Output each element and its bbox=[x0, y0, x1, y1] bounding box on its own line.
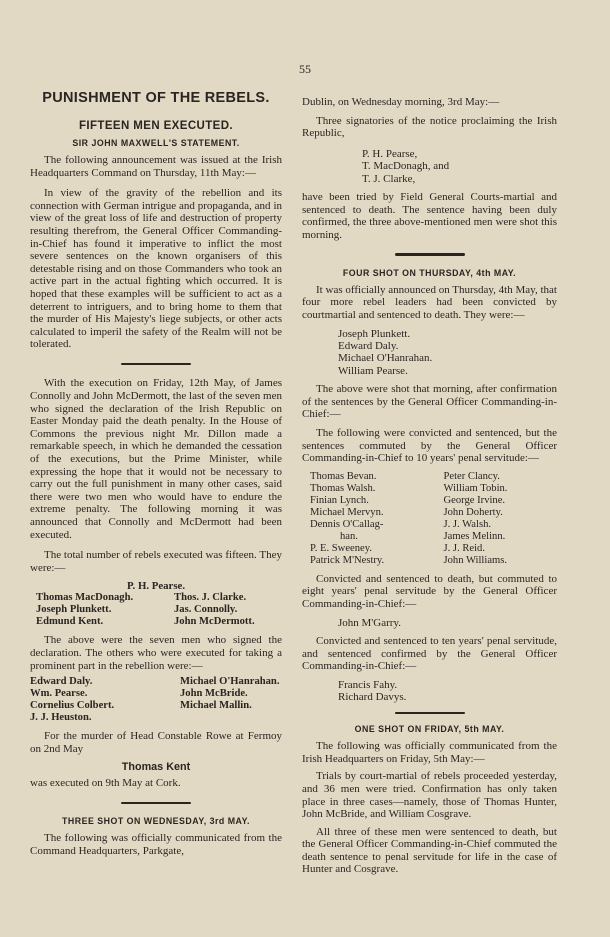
paragraph: All three of these men were sentenced to death, but the General Officer Commanding-in-Chief commuted the death sentence to penal servitude for life in the case of Hunter and Cosgrave. bbox=[302, 825, 557, 876]
signatories-list bbox=[30, 592, 282, 628]
list-item: Michael Mervyn. bbox=[310, 506, 384, 518]
paragraph: Dublin, on Wednesday morning, 3rd May:— bbox=[302, 96, 500, 108]
paragraph: The total number of rebels executed was fifteen. They were:— bbox=[30, 549, 282, 574]
list-item: Michael O'Hanrahan. bbox=[338, 352, 433, 365]
list-item: Joseph Plunkett. bbox=[36, 604, 112, 616]
list-item: Patrick M'Nestry. bbox=[310, 554, 385, 566]
list-item: Francis Fahy. bbox=[338, 678, 398, 691]
section-divider bbox=[395, 712, 465, 715]
list-item: William Tobin. bbox=[443, 482, 508, 494]
paragraph: Trials by court-martial of rebels proceeded yesterday, and 36 men were tried. Confirmation has only taken place in three cases—namely, those of Thomas Hunter, John McBride, and William Cosgrave. bbox=[302, 770, 557, 821]
list-item: J. J. Walsh. bbox=[443, 518, 492, 530]
list-item: Michael O'Hanrahan. bbox=[180, 676, 280, 688]
list-item: T. J. Clarke, bbox=[362, 172, 416, 185]
list-item: John Williams. bbox=[443, 554, 508, 566]
list-item: William Pearse. bbox=[338, 364, 408, 377]
list-item: P. E. Sweeney. bbox=[310, 542, 372, 554]
section-divider bbox=[395, 253, 465, 256]
right-column bbox=[302, 96, 557, 876]
paragraph: The following announcement was issued at the Irish Headquarters Command on Thursday, 11th May:— bbox=[30, 154, 282, 179]
list-item: Finian Lynch. bbox=[310, 494, 369, 506]
list-item: Jas. Connolly. bbox=[174, 604, 238, 616]
names-list bbox=[302, 617, 557, 629]
list-item: John McDermott. bbox=[174, 616, 255, 628]
names-list bbox=[302, 328, 557, 378]
list-item: Thos. J. Clarke. bbox=[174, 592, 247, 604]
list-item: Edward Daly. bbox=[30, 676, 93, 688]
list-item: Wm. Pearse. bbox=[30, 688, 88, 700]
list-item: Edward Daly. bbox=[338, 340, 399, 353]
paragraph: Convicted and sentenced to ten years' penal servitude, and sentenced confirmed by the General Officer Commanding-in-Chief:— bbox=[302, 635, 557, 673]
paragraph: have been tried by Field General Courts-martial and sentenced to death. The sentence having been duly confirmed, the three above-mentioned men were shot this morning. bbox=[302, 191, 557, 241]
list-item: Thomas MacDonagh. bbox=[36, 592, 134, 604]
list-item: T. MacDonagh, and bbox=[362, 160, 450, 173]
list-item: John M'Garry. bbox=[338, 616, 401, 629]
list-item: Cornelius Colbert. bbox=[30, 700, 115, 712]
section-divider bbox=[121, 802, 191, 805]
commuted-list bbox=[302, 471, 557, 567]
list-item: George Irvine. bbox=[443, 494, 506, 506]
left-column bbox=[30, 88, 282, 858]
list-head: P. H. Pearse. bbox=[126, 580, 186, 593]
list-item: Thomas Bevan. bbox=[310, 470, 377, 482]
list-item: Peter Clancy. bbox=[443, 470, 500, 482]
wednesday-heading: THREE SHOT ON WEDNESDAY, 3rd MAY. bbox=[62, 816, 250, 827]
paragraph: For the murder of Head Constable Rowe at Fermoy on 2nd May bbox=[30, 730, 282, 755]
paragraph: Three signatories of the notice proclaiming the Irish Republic, bbox=[302, 114, 557, 140]
paragraph: In view of the gravity of the rebellion and its connection with German intrigue and propaganda, and in view of the great loss of life and destruction of property resulting therefrom, the General Officer Commanding-in-Chief has found it imperative to inflict the most severe sentences on the known organisers of this detestable rising and on those Commanders who took an active part in the actual fighting which occurred. It is hoped that these examples will be sufficient to act as a deterrent to intriguers, and to bring home to them that the murder of His Majesty's liege subjects, or other acts calculated to imperil the safety of the Realm will not be tolerated. bbox=[30, 187, 282, 351]
paragraph: The following were convicted and sentenced, but the sentences commuted by the General Officer Commanding-in-Chief to 10 years' penal servitude:— bbox=[302, 427, 557, 465]
list-item: P. H. Pearse, bbox=[362, 147, 418, 160]
list-item: Edmund Kent. bbox=[36, 616, 104, 628]
others-list bbox=[30, 676, 282, 724]
list-item: Dennis O'Callag- bbox=[310, 518, 384, 530]
executed-name: Thomas Kent bbox=[121, 761, 191, 774]
statement-heading: SIR JOHN MAXWELL'S STATEMENT. bbox=[72, 138, 240, 148]
list-item: J. J. Heuston. bbox=[30, 712, 92, 724]
paragraph: It was officially announced on Thursday, 4th May, that four more rebel leaders had been convicted by courtmartial and sentenced to death. They were:— bbox=[302, 283, 557, 322]
paragraph: The above were shot that morning, after confirmation of the sentences by the General Officer Commanding-in-Chief:— bbox=[302, 383, 557, 421]
list-item: han. bbox=[340, 530, 358, 542]
list-item: Richard Davys. bbox=[338, 691, 407, 704]
paragraph: was executed on 9th May at Cork. bbox=[30, 777, 181, 790]
thursday-heading: FOUR SHOT ON THURSDAY, 4th MAY. bbox=[342, 267, 517, 278]
article-subtitle: FIFTEEN MEN EXECUTED. bbox=[78, 120, 234, 132]
names-list bbox=[302, 679, 557, 704]
paragraph: The following was officially communicated from the Command Headquarters, Parkgate, bbox=[30, 832, 282, 857]
article-title: PUNISHMENT OF THE REBELS. bbox=[42, 90, 270, 106]
list-item: J. J. Reid. bbox=[443, 542, 485, 554]
names-list bbox=[302, 148, 557, 185]
list-item: Joseph Plunkett. bbox=[338, 327, 411, 340]
paragraph: Convicted and sentenced to death, but commuted to eight years' penal servitude by the General Officer Commanding-in-Chief:— bbox=[302, 572, 557, 611]
list-item: John Doherty. bbox=[443, 506, 503, 518]
paragraph: The above were the seven men who signed the declaration. The others who were executed for taking a prominent part in the rebellion were:— bbox=[30, 634, 282, 672]
paragraph: With the execution on Friday, 12th May, of James Connolly and John McDermott, the last of the seven men who signed the declaration of the Irish Republic on Easter Monday paid the death penalty. In the House of Commons the previous night Mr. Dillon made a remarkable speech, in which he demanded the cessation of the executions, but the Prime Minister, while expressing the hope that it would not be necessary to carry out the full punishment in many other cases, said there were two men who would have to endure the extreme penalty. The following morning it was announced that Connolly and McDermott had been executed. bbox=[30, 377, 282, 541]
list-item: Michael Mallin. bbox=[180, 700, 252, 712]
page-number: 55 bbox=[299, 62, 311, 76]
friday-heading: ONE SHOT ON FRIDAY, 5th MAY. bbox=[354, 724, 505, 735]
paragraph: The following was officially communicated from the Irish Headquarters on Friday, 5th May:— bbox=[302, 740, 557, 765]
list-item: James Melinn. bbox=[443, 530, 506, 542]
list-item: John McBride. bbox=[180, 688, 248, 700]
section-divider bbox=[121, 363, 191, 366]
list-item: Thomas Walsh. bbox=[310, 482, 376, 494]
